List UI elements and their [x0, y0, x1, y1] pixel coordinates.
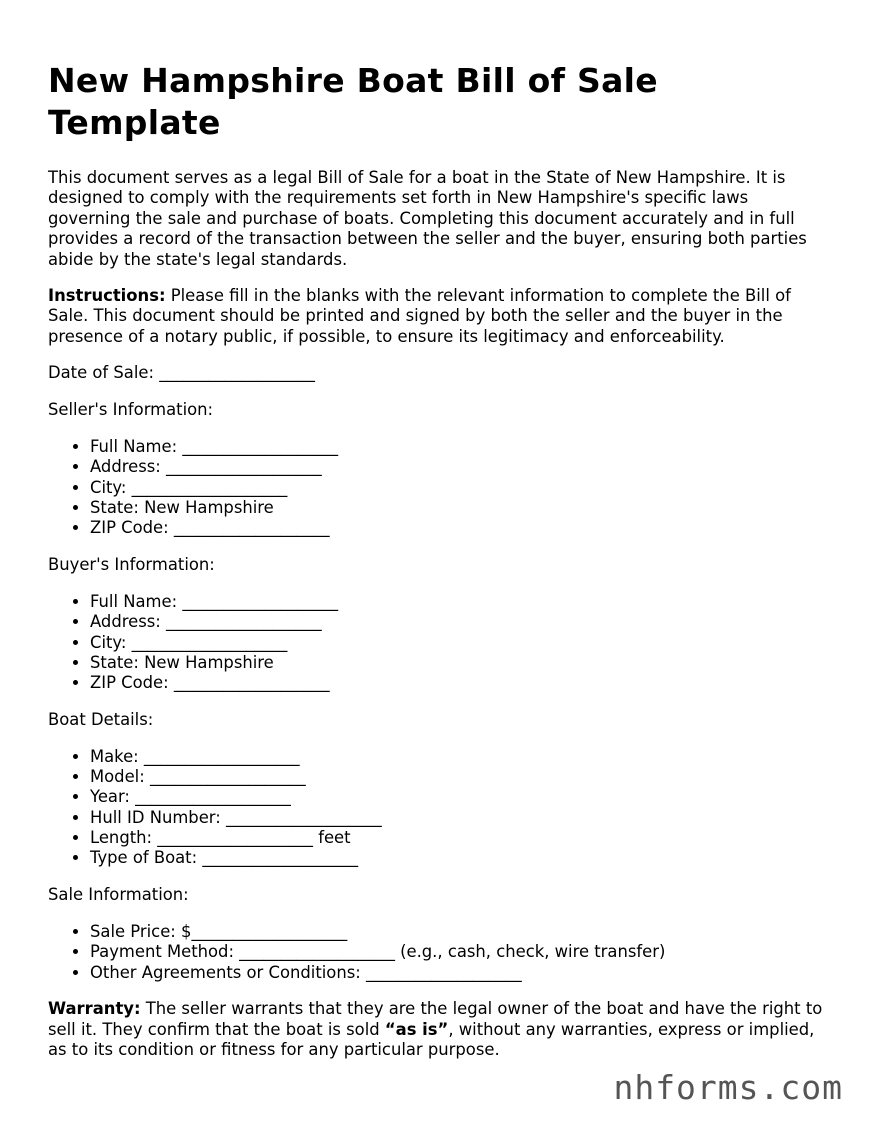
seller-heading: Seller's Information: — [48, 400, 214, 420]
sale-heading: Sale Information: — [48, 885, 189, 905]
warranty-text-before: The seller warrants that they are the legal owner of the boat and have the right to sell it. They confirm that the boat is sold — [48, 999, 823, 1039]
warranty-label: Warranty: — [48, 999, 141, 1019]
boat-model: • Model: ___________________ — [90, 767, 828, 787]
warranty-emphasis: “as is” — [384, 1019, 449, 1039]
buyer-address: • Address: ___________________ — [90, 612, 828, 632]
site-watermark: nhforms.com — [613, 1068, 843, 1107]
sale-payment-method: • Payment Method: ___________________ (e.g., cash, check, wire transfer) — [90, 942, 828, 962]
sale-other-agreements: • Other Agreements or Conditions: ___________________ — [90, 963, 828, 983]
buyer-list — [48, 592, 828, 693]
sale-list — [48, 922, 828, 983]
buyer-city: • City: ___________________ — [90, 633, 828, 653]
boat-hull-id: • Hull ID Number: ___________________ — [90, 808, 828, 828]
buyer-full-name: • Full Name: ___________________ — [90, 592, 828, 612]
sale-price: • Sale Price: $___________________ — [90, 922, 828, 942]
instructions-text: Please fill in the blanks with the relevant information to complete the Bill of Sale. This document should be printed and signed by both the seller and the buyer in the presence of a notary public, if possible, to ensure its legitimacy and enforceability. — [48, 286, 791, 346]
document-page — [48, 60, 828, 1077]
buyer-zip: • ZIP Code: ___________________ — [90, 673, 828, 693]
page-title: New Hampshire Boat Bill of Sale Template — [48, 61, 658, 142]
seller-address: • Address: ___________________ — [90, 457, 828, 477]
seller-zip: • ZIP Code: ___________________ — [90, 518, 828, 538]
boat-type: • Type of Boat: ___________________ — [90, 848, 828, 868]
buyer-heading: Buyer's Information: — [48, 555, 215, 575]
intro-paragraph: This document serves as a legal Bill of Sale for a boat in the State of New Hampshire. It is designed to comply with the requirements set forth in New Hampshire's specific laws governing the sale and purchase of boats. Completing this document accurately and in full provides a record of the transaction between the seller and the buyer, ensuring both parties abide by the state's legal standards. — [48, 168, 807, 269]
boat-list — [48, 747, 828, 869]
date-of-sale-field: Date of Sale: ___________________ — [48, 363, 315, 383]
boat-length: • Length: ___________________ feet — [90, 828, 828, 848]
warranty-text-after: , without any warranties, express or implied, as to its condition or fitness for any particular purpose. — [48, 1019, 815, 1060]
boat-year: • Year: ___________________ — [90, 787, 828, 807]
instructions-label: Instructions: — [48, 286, 166, 306]
instructions-paragraph — [48, 286, 828, 347]
warranty-paragraph — [48, 999, 828, 1060]
seller-state: • State: New Hampshire — [90, 498, 828, 518]
seller-list — [48, 437, 828, 538]
boat-heading: Boat Details: — [48, 709, 154, 729]
seller-full-name: • Full Name: ___________________ — [90, 437, 828, 457]
buyer-state: • State: New Hampshire — [90, 653, 828, 673]
seller-city: • City: ___________________ — [90, 478, 828, 498]
boat-make: • Make: ___________________ — [90, 747, 828, 767]
